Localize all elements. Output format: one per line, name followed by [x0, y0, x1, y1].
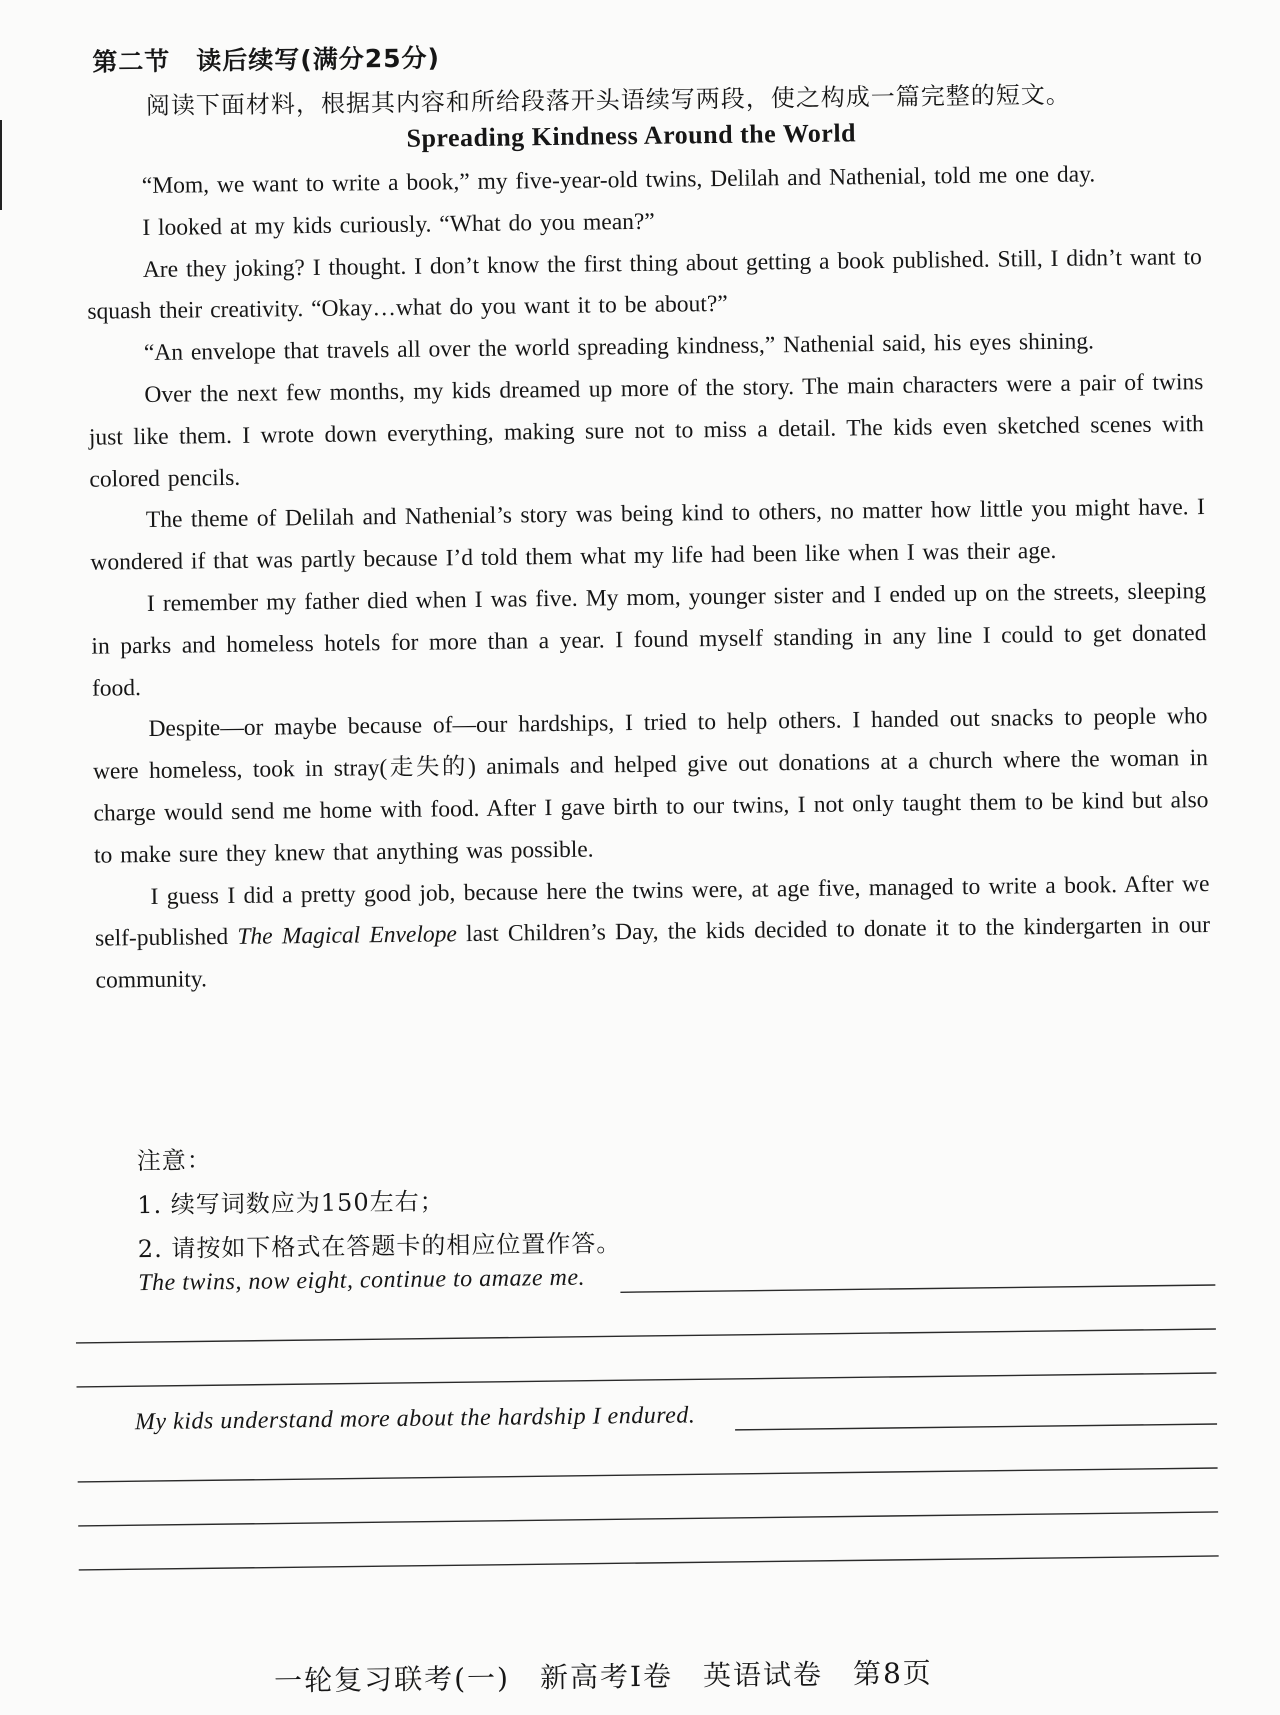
- answer-line: [735, 1424, 1217, 1430]
- section-title: 第二节 读后续写(满分25分): [92, 43, 441, 77]
- story-paragraph: Are they joking? I thought. I don’t know the first thing about getting a book published. Still, I didn’t want to squash their creativity. “Okay…what do you want it to be about?”: [87, 243, 1202, 326]
- paragraph-starter-2: My kids understand more about the hardship I endured.: [134, 1402, 696, 1436]
- instruction-text: 阅读下面材料，根据其内容和所给段落开头语续写两段，使之构成一篇完整的短文。: [145, 80, 1071, 120]
- story-paragraph: Over the next few months, my kids dreamed up more of the story. The main characters were a pair of twins just like them. I wrote down everything, making sure not to miss a detail. The kids even sketched scenes with colored pencils.: [88, 369, 1204, 493]
- note-item: 2. 请按如下格式在答题卡的相应位置作答。: [137, 1229, 622, 1264]
- answer-line: [78, 1512, 1218, 1526]
- story-paragraph: I remember my father died when I was five. My mom, younger sister and I ended up on the streets, sleeping in parks and homeless hotels for more than a year. I found myself standing in any line I could to get donated food.: [91, 578, 1207, 702]
- story-paragraph: “Mom, we want to write a book,” my five-year-old twins, Delilah and Nathenial, told me one day.: [141, 161, 1096, 200]
- answer-line: [620, 1285, 1215, 1292]
- paragraph-text: I guess I did a pretty good job, because here the twins were, at age five, managed to write a book. After we self-published: [94, 870, 1210, 953]
- notes-heading: 注意：: [136, 1146, 212, 1176]
- answer-line: [79, 1556, 1219, 1570]
- answer-line: [78, 1468, 1218, 1482]
- story-paragraph: The theme of Delilah and Nathenial’s story was being kind to others, no matter how little you might have. I wondered if that was partly because I’d told them what my life had been like when I was their age.: [90, 494, 1206, 576]
- answer-line: [76, 1329, 1216, 1343]
- note-item: 1. 续写词数应为150左右；: [137, 1187, 445, 1220]
- story-paragraph: I looked at my kids curiously. “What do you mean?”: [142, 208, 655, 241]
- paragraph-starter-1: The twins, now eight, continue to amaze me.: [138, 1264, 586, 1297]
- paragraph-text: last Children’s Day, the kids decided to donate it to the kindergarten in our community.: [95, 912, 1211, 994]
- answer-line: [77, 1373, 1217, 1387]
- book-title: The Magical Envelope: [237, 921, 458, 951]
- page-footer: 一轮复习联考(一) 新高考Ⅰ卷 英语试卷 第8页: [273, 1656, 934, 1698]
- essay-title: Spreading Kindness Around the World: [406, 118, 857, 153]
- story-paragraph: Despite—or maybe because of—our hardships, I tried to help others. I handed out snacks to people who were homeless, took in stray(走失的) animals and helped give out donations at a church where the woman in charge would send me home with food. After I gave birth to our twins, I not only taught them to be kind but also to make sure they knew that anything was possible.: [92, 703, 1209, 869]
- story-paragraph: “An envelope that travels all over the world spreading kindness,” Nathenial said, his eyes shining.: [143, 328, 1095, 367]
